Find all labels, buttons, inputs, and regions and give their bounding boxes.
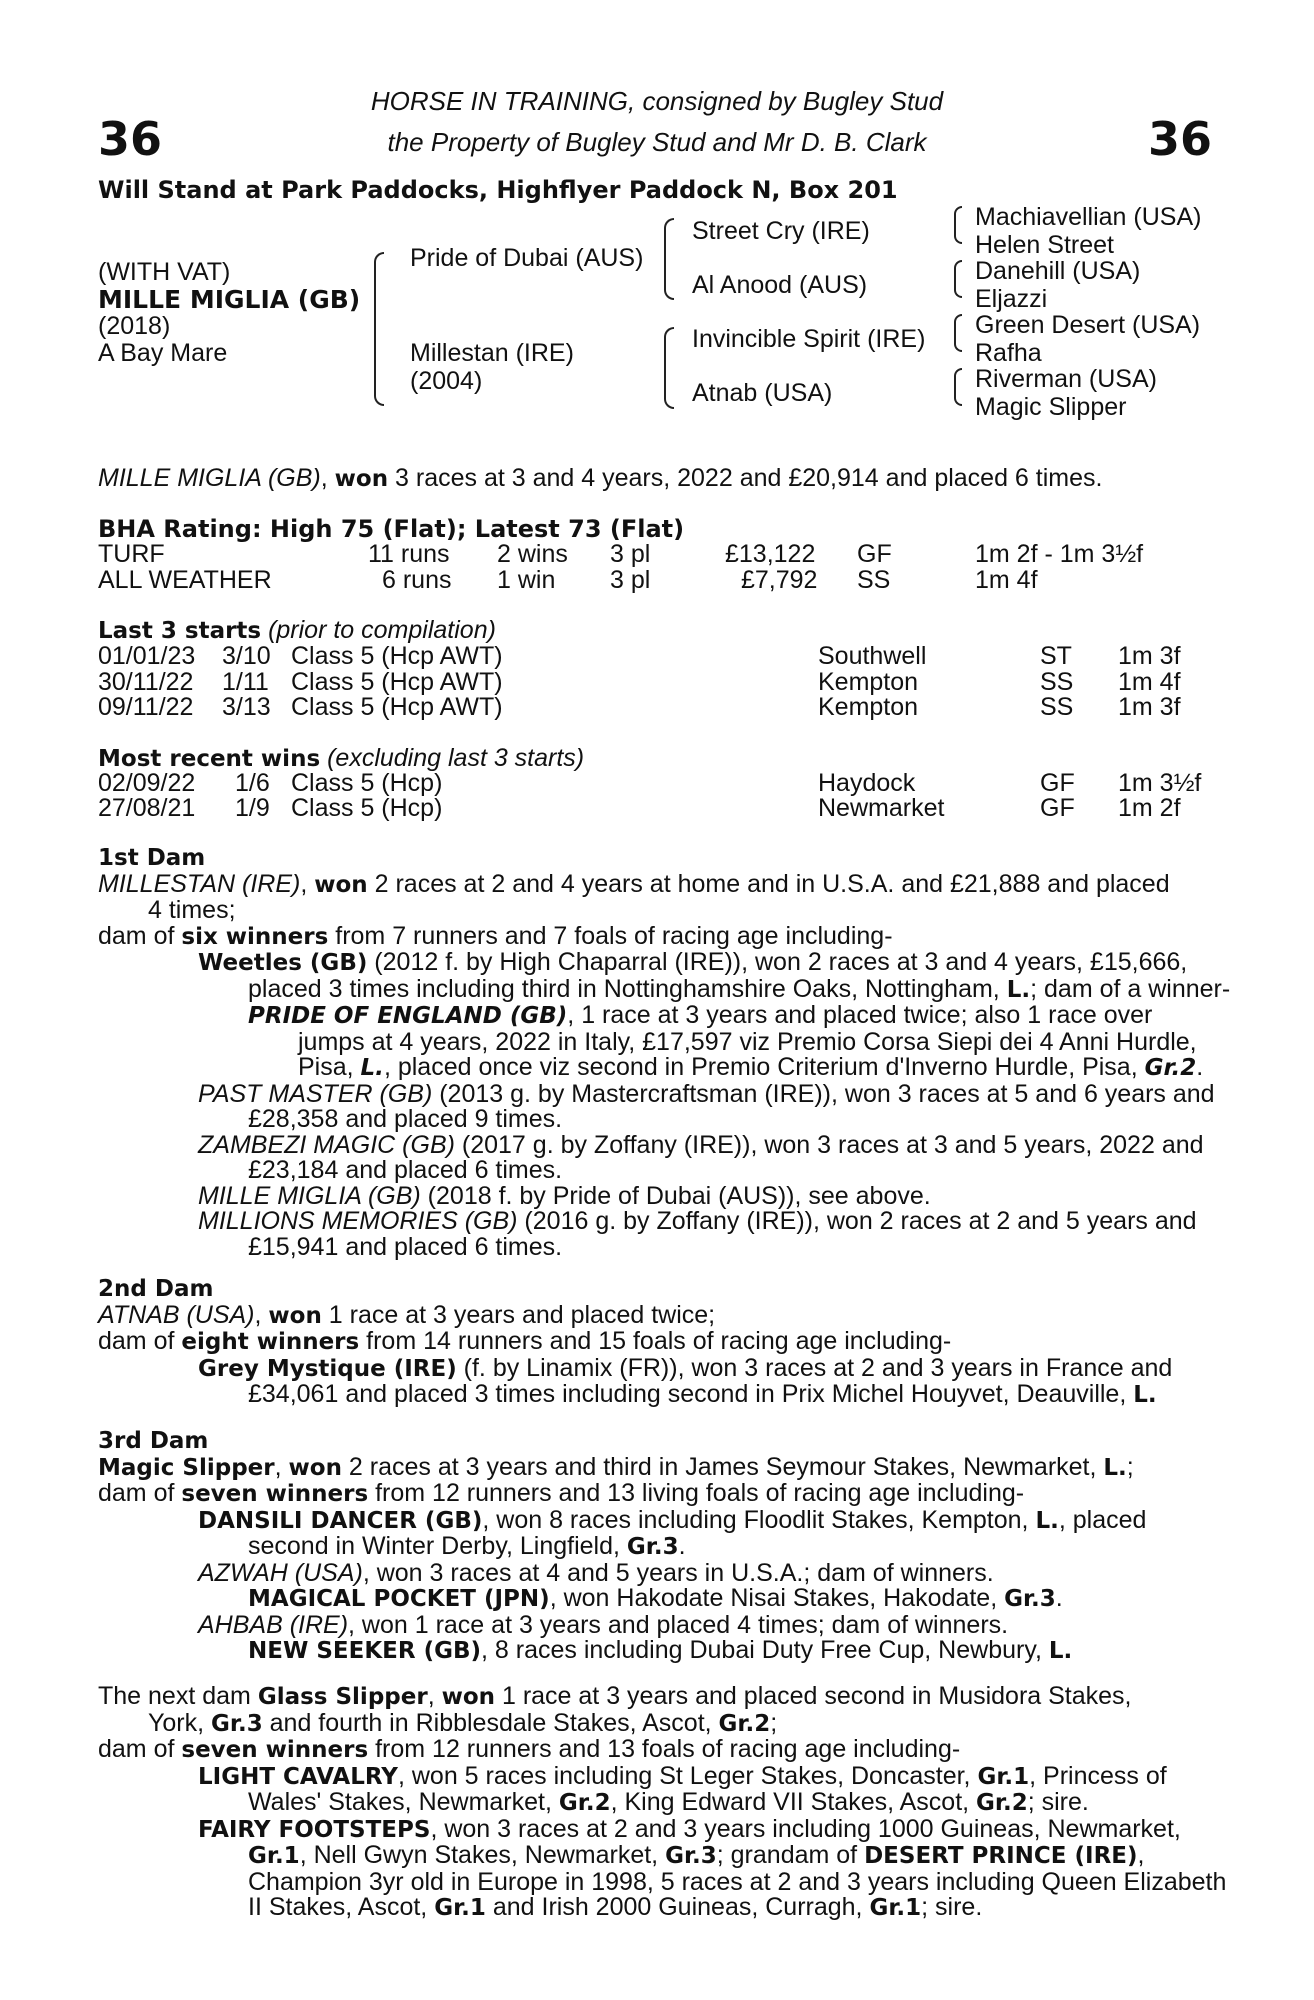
horse-description: A Bay Mare — [98, 339, 228, 367]
bha-rating: BHA Rating: High 75 (Flat); Latest 73 (Flat) — [98, 515, 685, 543]
third-dam-section: 3rd Dam Magic Slipper, won 2 races at 3 years and third in James Seymour Stakes, Newmarket, L.; dam of seven winners from 12 runners and 13 living foals of racing age including- DANSILI DANCER (GB), won 8 races including Floodlit Stakes, Kempton, L., placed second in Winter Derby, Lingfield, Gr.3. AZWAH (USA), won 3 races at 4 and 5 years in U.S.A.; dam of winners. MAGICAL POCKET (JPN), won Hakodate Nisai Stakes, Hakodate, Gr.3. AHBAB (IRE), won 1 race at 3 years and placed 4 times; dam of winners. NEW SEEKER (GB), 8 races including Dubai Duty Free Cup, Newbury, L. — [98, 1429, 1200, 1665]
second-dam-section: 2nd Dam ATNAB (USA), won 1 race at 3 years and placed twice; dam of eight winners from 14 runners and 15 foals of racing age including- Grey Mystique (IRE) (f. by Linamix (FR)), won 3 races at 2 and 3 years in France and £34,061 and placed 3 times including second in Prix Michel Houyvet, Deauville, L. — [98, 1277, 1200, 1409]
pedigree-brace-3c — [954, 314, 962, 352]
pedigree-dam-sire: Invincible Spirit (IRE) — [692, 325, 926, 353]
first-dam-section: 1st Dam MILLESTAN (IRE), won 2 races at 2 and 4 years at home and in U.S.A. and £21,888 and placed 4 times; dam of six winners from 7 runners and 7 foals of racing age including- Weetles (GB) (2012 f. by High Chaparral (IRE)), won 2 races at 3 and 4 years, £15,666, placed 3 times including third in Nottinghamshire Oaks, Nottingham, L.; dam of a winner- PRIDE OF ENGLAND (GB), 1 race at 3 years and placed twice; also 1 race over jumps at 4 years, 2022 in Italy, £17,597 viz Premio Corsa Siepi dei 4 Anni Hurdle, Pisa, L., placed once viz second in Premio Criterium d'Inverno Hurdle, Pisa, Gr.2. PAST MASTER (GB) (2013 g. by Mastercraftsman (IRE)), won 3 races at 5 and 6 years and £28,358 and placed 9 times. ZAMBEZI MAGIC (GB) (2017 g. by Zoffany (IRE)), won 3 races at 3 and 5 years, 2022 and £23,184 and placed 6 times. MILLE MIGLIA (GB) (2018 f. by Pride of Dubai (AUS)), see above. MILLIONS MEMORIES (GB) (2016 g. by Zoffany (IRE)), won 2 races at 2 and 5 years and £15,941 and placed 6 times. — [98, 845, 1231, 1261]
pedigree-dss: Green Desert (USA) — [975, 311, 1201, 339]
pedigree-dam-dam: Atnab (USA) — [692, 379, 833, 407]
pedigree-ddd: Magic Slipper — [975, 393, 1127, 421]
pedigree-dds: Riverman (USA) — [975, 365, 1157, 393]
lot-number-right: 36 — [1148, 112, 1213, 166]
rating-aw-going: SS — [857, 566, 891, 594]
section-heading: 2nd Dam — [98, 1276, 214, 1302]
last3-heading: Last 3 starts (prior to compilation) — [98, 616, 496, 644]
pedigree-brace-3d — [954, 368, 962, 406]
rating-aw-runs: 6 runs — [382, 566, 452, 594]
rating-turf-surface: TURF — [98, 540, 165, 568]
pedigree-brace-3a — [954, 206, 962, 244]
rating-aw-surface: ALL WEATHER — [98, 566, 272, 594]
pedigree-dam-year: (2004) — [410, 367, 483, 395]
pedigree-brace-1 — [374, 252, 384, 406]
section-heading: 1st Dam — [98, 845, 206, 871]
rating-turf-going: GF — [857, 540, 892, 568]
rating-aw-placed: 3 pl — [610, 566, 651, 594]
lot-number-left: 36 — [98, 112, 163, 166]
pedigree-brace-3b — [954, 260, 962, 298]
rating-aw-distance: 1m 4f — [975, 566, 1038, 594]
header-consignor: HORSE IN TRAINING, consigned by Bugley Stud — [370, 86, 944, 116]
next-dam-section: The next dam Glass Slipper, won 1 race at 3 years and placed second in Musidora Stakes, York, Gr.3 and fourth in Ribblesdale Stakes, Ascot, Gr.2; dam of seven winners from 12 runners and 13 foals of racing age including- LIGHT CAVALRY, won 5 races including St Leger Stakes, Doncaster, Gr.1, Princess of Wales' Stakes, Newmarket, Gr.2, King Edward VII Stakes, Ascot, Gr.2; sire. FAIRY FOOTSTEPS, won 3 races at 2 and 3 years including 1000 Guineas, Newmarket, Gr.1, Nell Gwyn Stakes, Newmarket, Gr.3; grandam of DESERT PRINCE (IRE), Champion 3yr old in Europe in 1998, 5 races at 2 and 3 years including Queen Elizabeth II Stakes, Ascot, Gr.1 and Irish 2000 Guineas, Curragh, Gr.1; sire. — [98, 1682, 1227, 1921]
recent-wins-heading: Most recent wins (excluding last 3 starts) — [98, 744, 585, 772]
pedigree-sds: Danehill (USA) — [975, 257, 1141, 285]
stand-location: Will Stand at Park Paddocks, Highflyer Paddock N, Box 201 — [98, 176, 898, 204]
rating-turf-prize: £13,122 — [725, 540, 816, 568]
horse-year: (2018) — [98, 312, 171, 340]
pedigree-dam: Millestan (IRE) — [410, 339, 574, 367]
horse-name: MILLE MIGLIA (GB) — [98, 285, 361, 314]
pedigree-dsd: Rafha — [975, 339, 1042, 367]
pedigree-ssd: Helen Street — [975, 231, 1114, 259]
pedigree-sss: Machiavellian (USA) — [975, 203, 1202, 231]
horse-vat: (WITH VAT) — [98, 258, 231, 286]
section-heading: 3rd Dam — [98, 1428, 209, 1454]
pedigree-sire: Pride of Dubai (AUS) — [410, 244, 644, 272]
rating-turf-placed: 3 pl — [610, 540, 651, 568]
race-summary: MILLE MIGLIA (GB), won 3 races at 3 and 4 years, 2022 and £20,914 and placed 6 times. — [98, 464, 1103, 492]
pedigree-brace-2a — [664, 218, 674, 300]
header-property: the Property of Bugley Stud and Mr D. B. Clark — [387, 127, 927, 157]
rating-turf-wins: 2 wins — [497, 540, 568, 568]
rating-aw-wins: 1 win — [497, 566, 556, 594]
pedigree-sdd: Eljazzi — [975, 285, 1048, 313]
rating-aw-prize: £7,792 — [741, 566, 818, 594]
rating-turf-distance: 1m 2f - 1m 3½f — [975, 540, 1144, 568]
pedigree-sire-dam: Al Anood (AUS) — [692, 271, 868, 299]
pedigree-brace-2b — [664, 327, 674, 409]
pedigree-sire-sire: Street Cry (IRE) — [692, 217, 870, 245]
rating-turf-runs: 11 runs — [368, 540, 450, 568]
